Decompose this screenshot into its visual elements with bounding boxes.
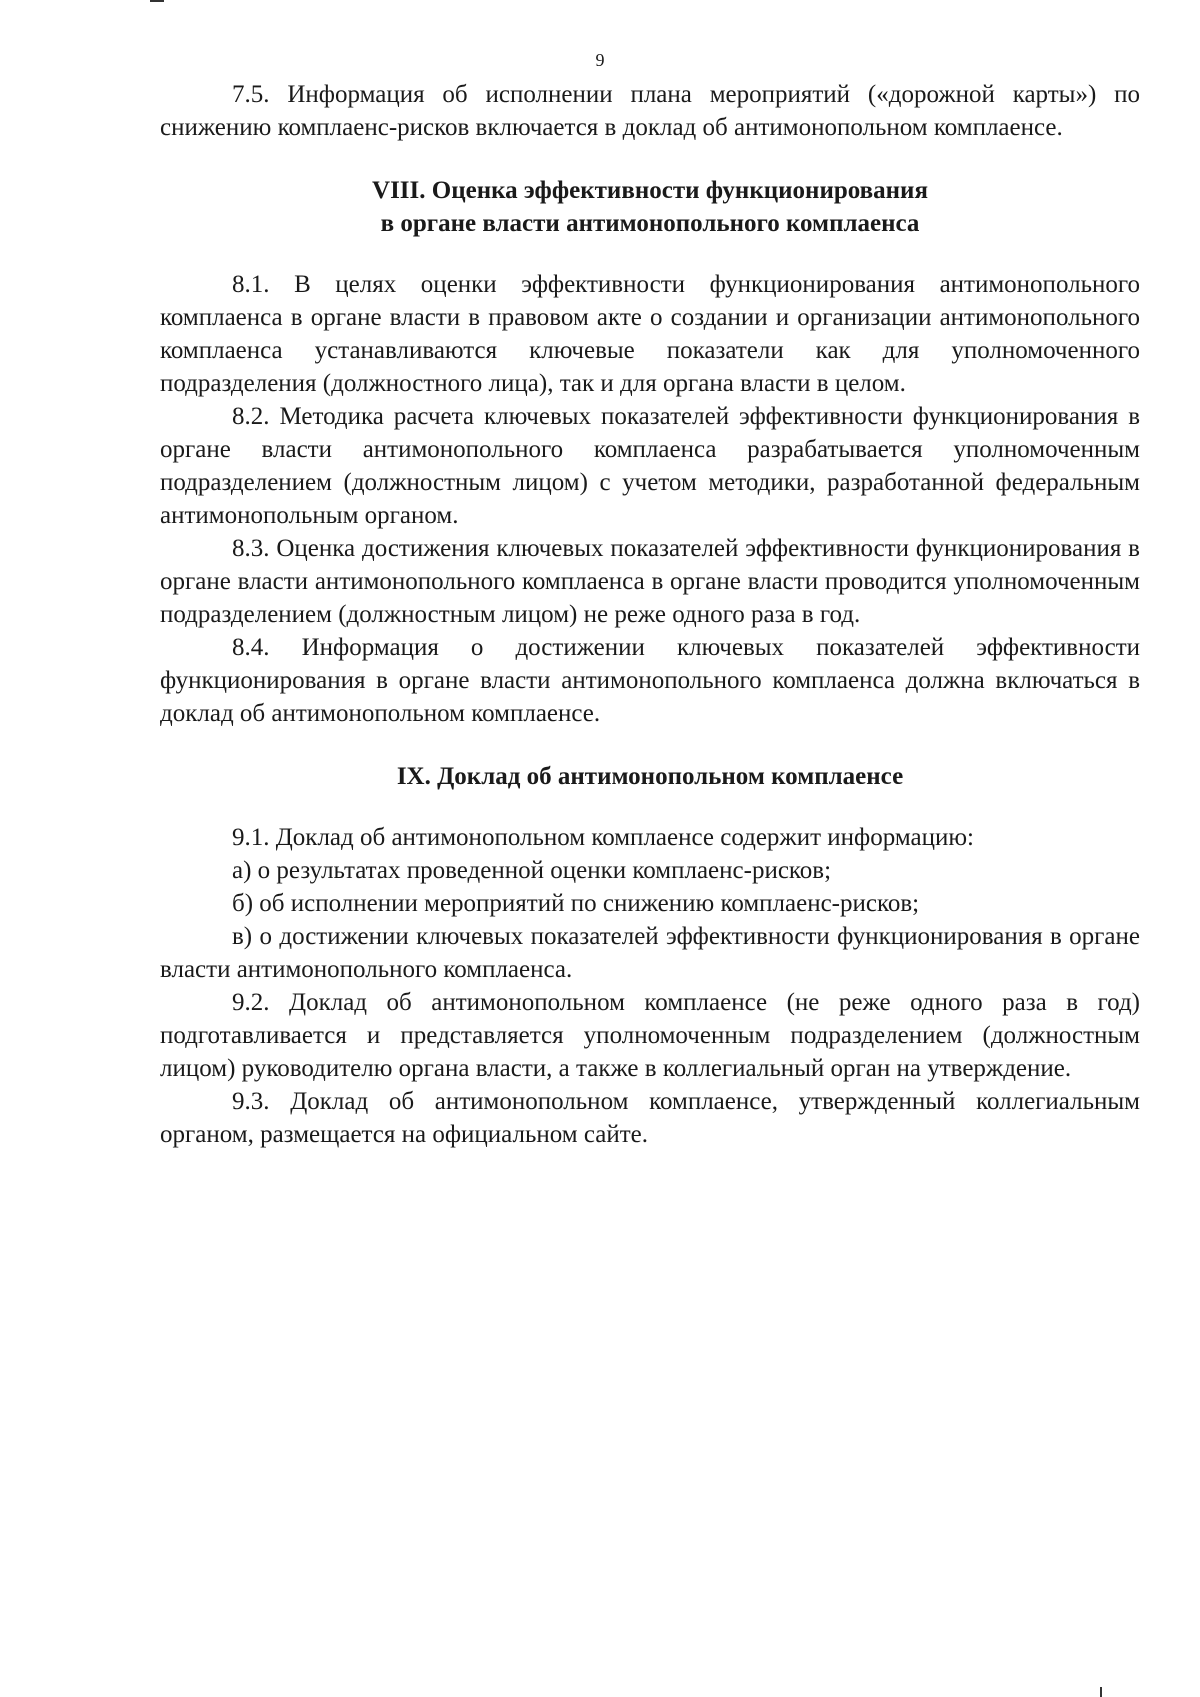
paragraph-9-2: 9.2. Доклад об антимонопольном комплаенсе (не реже одного раза в год) подготавливается и представляется уполномоченным подразделением (должностным лицом) руководителю органа власти, а также в коллегиальный орган на утверждение.	[160, 989, 1140, 1082]
section-title-viii	[160, 174, 1140, 240]
paragraph-9-1: 9.1. Доклад об антимонопольном комплаенсе содержит информацию:	[232, 824, 974, 851]
paragraph-8-3: 8.3. Оценка достижения ключевых показателей эффективности функционирования в органе власти антимонопольного комплаенса в органе власти проводится уполномоченным подразделением (должностным лицом) не реже одного раза в год.	[160, 535, 1140, 628]
paragraph-8-1: 8.1. В целях оценки эффективности функционирования антимонопольного комплаенса в органе власти в правовом акте о создании и организации антимонопольного комплаенса устанавливаются ключевые показатели как для уполномоченного подразделения (должностного лица), так и для органа власти в целом.	[160, 271, 1140, 397]
document-body	[160, 78, 1140, 1151]
paragraph-8-4: 8.4. Информация о достижении ключевых показателей эффективности функционирования в органе власти антимонопольного комплаенса должна включаться в доклад об антимонопольном комплаенсе.	[160, 634, 1140, 727]
list-item-v: в) о достижении ключевых показателей эффективности функционирования в органе власти антимонопольного комплаенса.	[160, 923, 1140, 983]
section-title-viii-line-1: VIII. Оценка эффективности функционирования	[372, 177, 928, 204]
section-title-viii-line-2: в органе власти антимонопольного комплаенса	[380, 210, 920, 237]
paragraph-7-5: 7.5. Информация об исполнении плана мероприятий («дорожной карты») по снижению комплаенс-рисков включается в доклад об антимонопольном комплаенсе.	[160, 81, 1140, 141]
page-number: 9	[595, 50, 605, 70]
list-item-b: б) об исполнении мероприятий по снижению комплаенс-рисков;	[232, 890, 920, 917]
paragraph-9-3: 9.3. Доклад об антимонопольном комплаенсе, утвержденный коллегиальным органом, размещается на официальном сайте.	[160, 1088, 1140, 1148]
scan-mark-bottom	[1100, 1687, 1102, 1697]
paragraph-8-2: 8.2. Методика расчета ключевых показателей эффективности функционирования в органе власти антимонопольного комплаенса разрабатывается уполномоченным подразделением (должностным лицом) с учетом методики, разработанной федеральным антимонопольным органом.	[160, 403, 1140, 529]
section-title-ix	[160, 760, 1140, 793]
scan-mark-top	[150, 0, 164, 2]
section-title-ix-line-1: IX. Доклад об антимонопольном комплаенсе	[396, 763, 904, 790]
list-item-a: а) о результатах проведенной оценки комплаенс-рисков;	[232, 857, 832, 884]
